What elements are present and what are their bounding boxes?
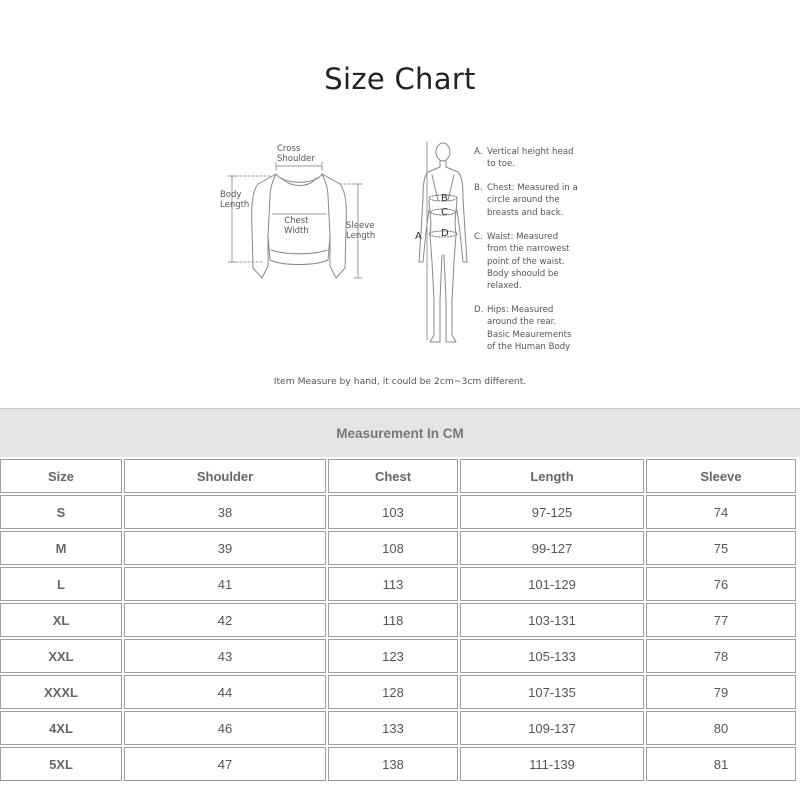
value-cell: 109-137 xyxy=(460,711,644,745)
value-cell: 108 xyxy=(328,531,458,565)
table-row xyxy=(0,747,796,781)
table-row xyxy=(0,531,796,565)
body-length-label: Body Length xyxy=(220,190,250,210)
table-row xyxy=(0,639,796,673)
value-cell: 74 xyxy=(646,495,796,529)
cross-shoulder-label: Cross Shoulder xyxy=(277,144,315,164)
value-cell: 103 xyxy=(328,495,458,529)
header-cell: Chest xyxy=(328,459,458,493)
size-cell: S xyxy=(0,495,122,529)
body-outline xyxy=(419,143,467,342)
value-cell: 41 xyxy=(124,567,326,601)
body-letter-b: B xyxy=(441,193,448,204)
value-cell: 38 xyxy=(124,495,326,529)
value-cell: 42 xyxy=(124,603,326,637)
value-cell: 75 xyxy=(646,531,796,565)
measurement-note: Item Measure by hand, it could be 2cm~3cm different. xyxy=(273,376,527,387)
body-letter-c: C xyxy=(441,207,448,218)
size-cell: XL xyxy=(0,603,122,637)
value-cell: 81 xyxy=(646,747,796,781)
value-cell: 128 xyxy=(328,675,458,709)
legend-item-a: A. Vertical height head to toe. xyxy=(474,147,574,170)
body-letter-d: D xyxy=(441,228,449,239)
size-cell: 4XL xyxy=(0,711,122,745)
size-cell: XXXL xyxy=(0,675,122,709)
value-cell: 46 xyxy=(124,711,326,745)
size-table-section xyxy=(0,408,800,800)
value-cell: 103-131 xyxy=(460,603,644,637)
size-cell: 5XL xyxy=(0,747,122,781)
legend-item-d: D. Hips: Measured around the rear. Basic Meaurements of the Human Body xyxy=(474,305,572,352)
value-cell: 107-135 xyxy=(460,675,644,709)
value-cell: 123 xyxy=(328,639,458,673)
table-row xyxy=(0,711,796,745)
table-row xyxy=(0,495,796,529)
body-letter-a: A xyxy=(415,231,422,242)
value-cell: 79 xyxy=(646,675,796,709)
value-cell: 101-129 xyxy=(460,567,644,601)
table-row xyxy=(0,567,796,601)
value-cell: 113 xyxy=(328,567,458,601)
header-cell: Sleeve xyxy=(646,459,796,493)
size-cell: L xyxy=(0,567,122,601)
value-cell: 78 xyxy=(646,639,796,673)
value-cell: 44 xyxy=(124,675,326,709)
legend-item-b: B. Chest: Measured in a circle around the breasts and back. xyxy=(474,183,578,218)
value-cell: 99-127 xyxy=(460,531,644,565)
header-cell: Length xyxy=(460,459,644,493)
legend-item-c: C. Waist: Measured from the narrowest point of the waist. Body shoould be relaxed. xyxy=(474,232,570,292)
sleeve-length-label: Sleeve Length xyxy=(346,221,376,241)
size-table xyxy=(0,457,798,783)
value-cell: 80 xyxy=(646,711,796,745)
value-cell: 105-133 xyxy=(460,639,644,673)
size-cell: XXL xyxy=(0,639,122,673)
table-row xyxy=(0,603,796,637)
table-header-row xyxy=(0,459,796,493)
header-cell: Shoulder xyxy=(124,459,326,493)
table-row xyxy=(0,675,796,709)
size-cell: M xyxy=(0,531,122,565)
value-cell: 39 xyxy=(124,531,326,565)
value-cell: 133 xyxy=(328,711,458,745)
value-cell: 138 xyxy=(328,747,458,781)
value-cell: 76 xyxy=(646,567,796,601)
page-title: Size Chart xyxy=(324,62,476,96)
value-cell: 47 xyxy=(124,747,326,781)
header-cell: Size xyxy=(0,459,122,493)
value-cell: 111-139 xyxy=(460,747,644,781)
value-cell: 43 xyxy=(124,639,326,673)
value-cell: 118 xyxy=(328,603,458,637)
chest-width-label: Chest Width xyxy=(284,216,309,236)
value-cell: 97-125 xyxy=(460,495,644,529)
table-caption: Measurement In CM xyxy=(0,408,800,457)
value-cell: 77 xyxy=(646,603,796,637)
